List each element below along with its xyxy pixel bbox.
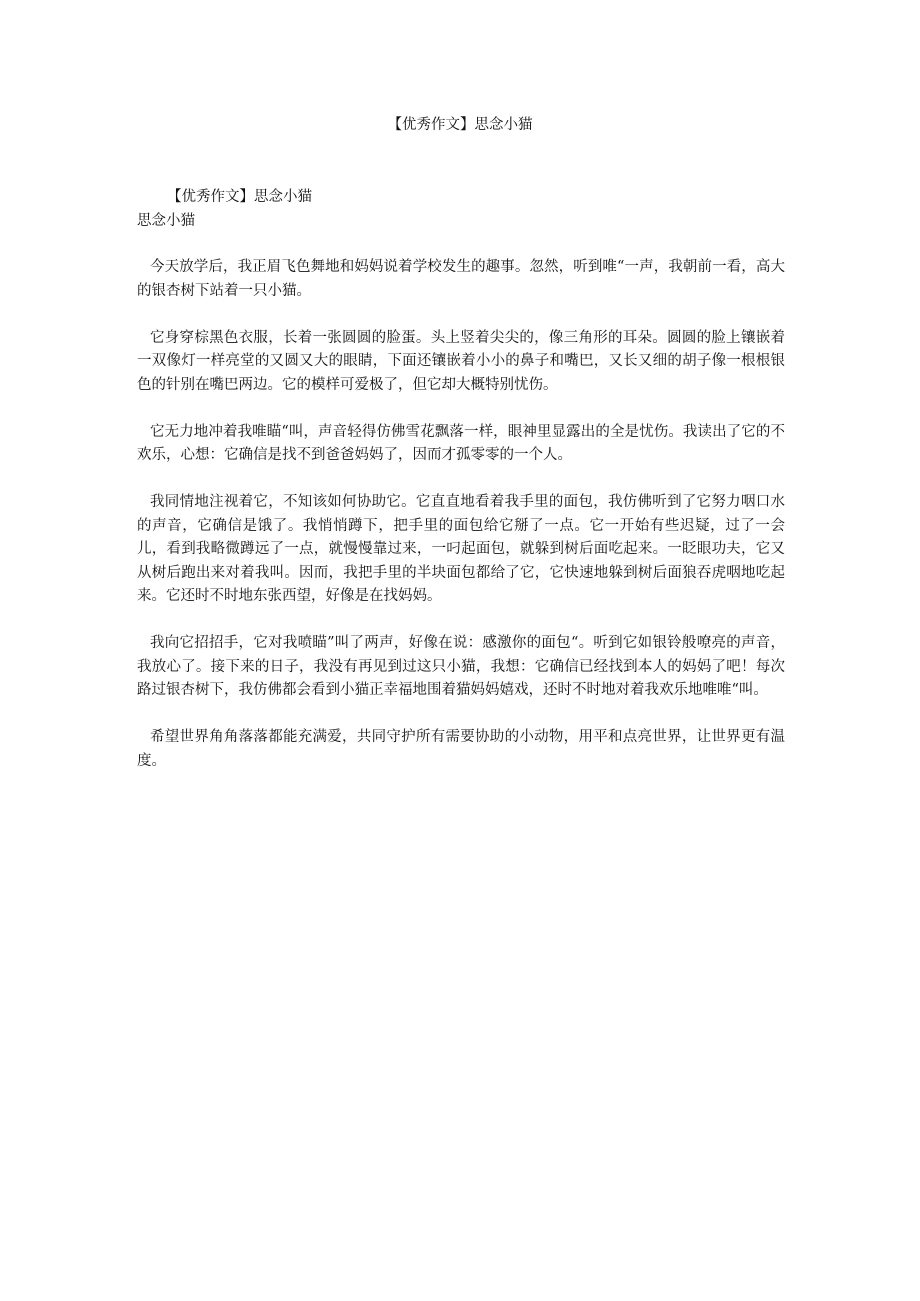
paragraph-2: 它身穿棕黑色衣服，长着一张圆圆的脸蛋。头上竖着尖尖的，像三角形的耳朵。圆圆的脸上镶嵌着一双像灯一样亮堂的又圆又大的眼睛，下面还镶嵌着小小的鼻子和嘴巴，又长又细的胡子像一根根银色的针别在嘴巴两边。它的模样可爱极了，但它却大概特别忧伤。 xyxy=(137,329,785,393)
document-heading: 【优秀作文】思念小猫 xyxy=(167,189,312,205)
paragraph-4: 我同情地注视着它，不知该如何协助它。它直直地看着我手里的面包，我仿佛听到了它努力咽口水的声音，它确信是饿了。我悄悄蹲下，把手里的面包给它掰了一点。它一开始有些迟疑，过了一会儿，看到我略微蹲远了一点，就慢慢靠过来，一叼起面包，就躲到树后面吃起来。一眨眼功夫，它又从树后跑出来对着我叫。因而，我把手里的半块面包都给了它，它快速地躲到树后面狼吞虎咽地吃起来。它还时不时地东张西望，好像是在找妈妈。 xyxy=(137,494,785,604)
paragraph-5: 我向它招招手，它对我喷瞄”叫了两声，好像在说：感激你的面包“。听到它如银铃般嘹亮的声音，我放心了。接下来的日子，我没有再见到过这只小猫，我想：它确信已经找到本人的妈妈了吧！每次路过银杏树下，我仿佛都会看到小猫正幸福地围着猫妈妈嬉戏，还时不时地对着我欢乐地唯唯“叫。 xyxy=(137,635,785,698)
paragraph-3: 它无力地冲着我唯瞄“叫，声音轻得仿佛雪花飘落一样，眼神里显露出的全是忧伤。我读出了它的不欢乐，心想：它确信是找不到爸爸妈妈了，因而才孤零零的一个人。 xyxy=(137,423,785,463)
document-subheading: 思念小猫 xyxy=(137,212,195,229)
page-title: 【优秀作文】思念小猫 xyxy=(387,117,533,133)
paragraph-1: 今天放学后，我正眉飞色舞地和妈妈说着学校发生的趣事。忽然，听到唯“一声，我朝前一看，高大的银杏树下站着一只小猫。 xyxy=(137,259,785,299)
paragraph-6: 希望世界角角落落都能充满爱，共同守护所有需要协助的小动物，用平和点亮世界，让世界更有温度。 xyxy=(137,729,785,769)
document-body xyxy=(137,186,785,797)
